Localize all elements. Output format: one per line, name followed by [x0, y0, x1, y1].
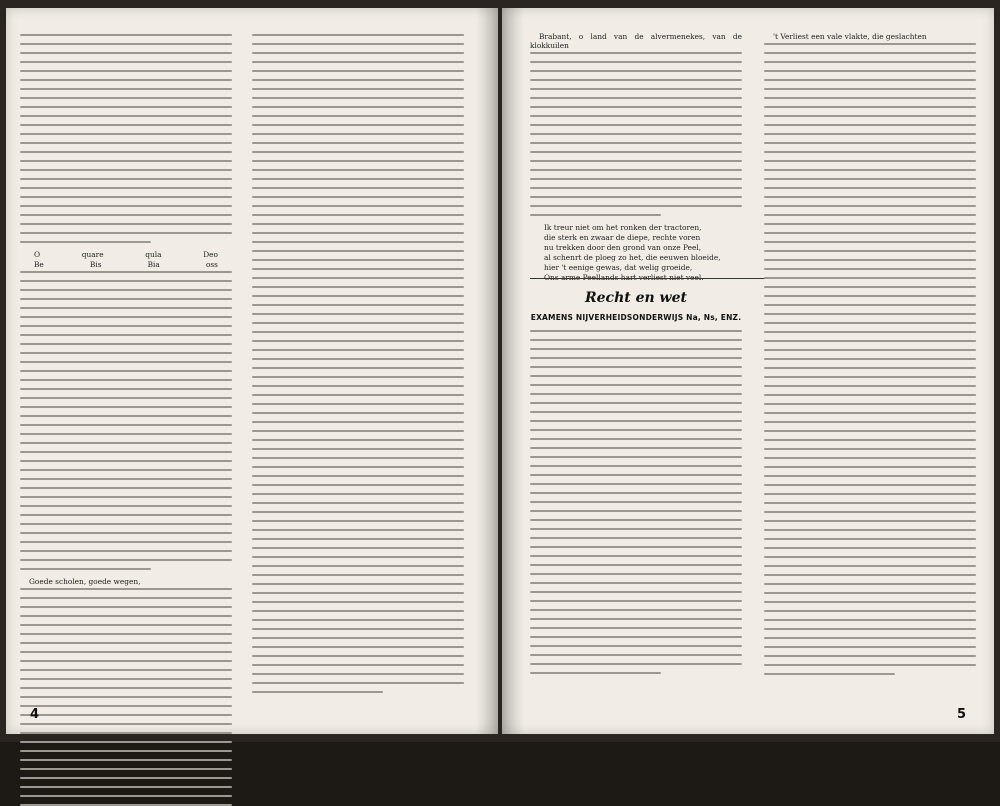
section-title: EXAMENS NIJVERHEIDSONDERWIJS Na, Ns, ENZ.	[530, 313, 742, 322]
column-right-2	[764, 32, 976, 682]
page-right	[502, 8, 994, 734]
article-paragraph	[764, 43, 976, 675]
poem-line: Ik treur niet om het ronken der tractoren,	[544, 223, 702, 232]
article-paragraph	[20, 271, 232, 570]
column-left-1	[20, 32, 232, 672]
article-paragraph	[20, 588, 232, 806]
page-left	[6, 8, 498, 734]
article-paragraph	[530, 52, 742, 216]
poem-line: Ons arme Peellands hart verliest niet veel.	[544, 273, 704, 282]
page-number: 4	[30, 707, 40, 722]
poem-line: al schenrt de ploeg zo het, die eeuwen bloeide,	[544, 253, 721, 262]
article-lead: Brabant, o land van de alvermenekes, van de klokkuilen	[530, 32, 742, 50]
gutter-shadow	[502, 8, 524, 734]
section-heading: Recht en wet	[585, 290, 687, 306]
latin-verse-line-2: Be Bis Bia oss	[34, 260, 218, 269]
article-paragraph	[530, 330, 742, 674]
gutter-shadow	[476, 8, 498, 734]
article-lead: 't Verliest een vale vlakte, die geslachten	[773, 32, 927, 41]
latin-verse-line-1: O quare qula Deo	[34, 250, 218, 259]
poem-line: nu trekken door den grond van onze Peel,	[544, 243, 702, 252]
article-paragraph	[20, 34, 232, 243]
column-right-1-lower	[530, 328, 742, 688]
poem-line: die sterk en zwaar de diepe, rechte voren	[544, 233, 701, 242]
article-paragraph	[252, 34, 464, 693]
column-left-2	[252, 32, 464, 682]
column-right-1-upper	[530, 32, 742, 282]
page-number: 5	[956, 707, 966, 722]
article-subhead: Goede scholen, goede wegen,	[29, 577, 141, 586]
poem-line: hier 't eenige gewas, dat welig groeide,	[544, 263, 693, 272]
